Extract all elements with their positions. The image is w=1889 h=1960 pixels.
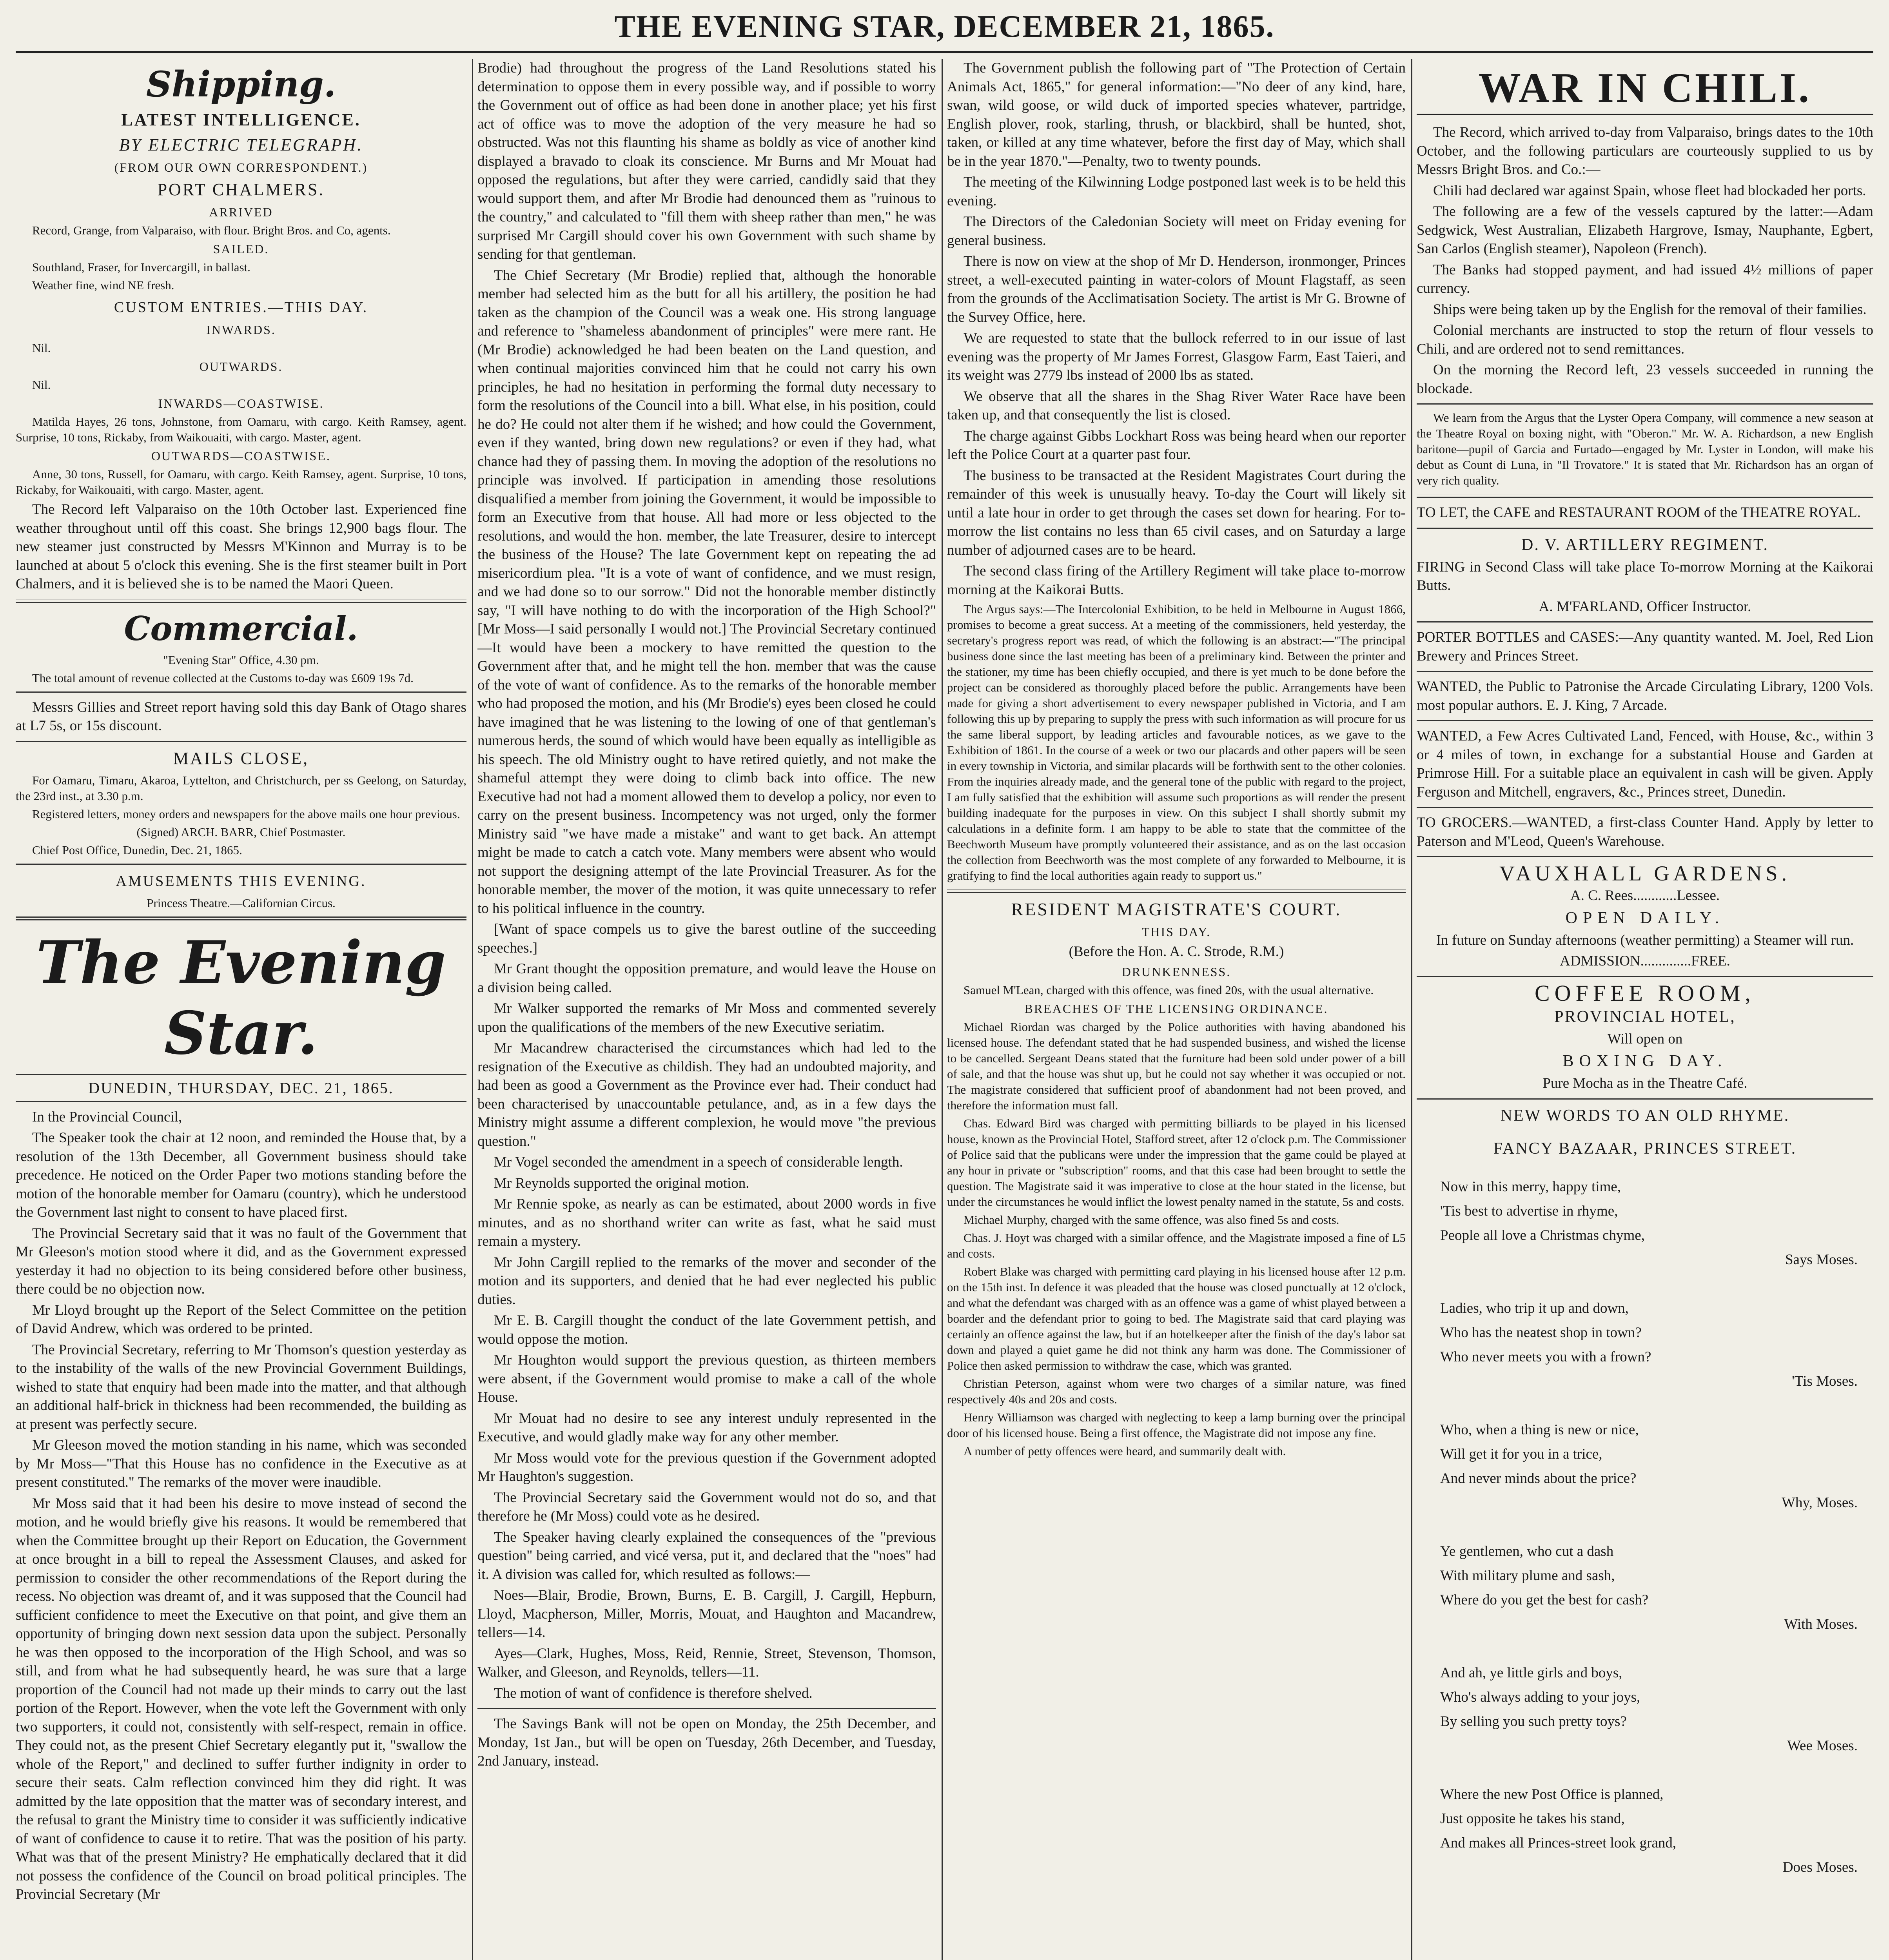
section-rule (16, 741, 466, 742)
article-paragraph: The Banks had stopped payment, and had issued 4½ millions of paper currency. (1417, 261, 1873, 296)
vauxhall-admission: ADMISSION..............FREE. (1560, 953, 1730, 969)
article-paragraph: The Speaker took the chair at 12 noon, and reminded the House that, by a resolution of the 13th December, all Government business should take precedence. He noticed on the Order Paper two motions standing before the motion of the honorable member for Oamaru (country), which he understood the Government last night to consent to have placed first. (16, 1130, 466, 1220)
amusements-text: Princess Theatre.—Californian Circus. (147, 896, 336, 910)
council-intro: In the Provincial Council, (32, 1109, 182, 1125)
section-rule (1417, 403, 1873, 405)
division-ayes: Ayes—Clark, Hughes, Moss, Reid, Rennie, Street, Stevenson, Thomson, Walker, and Gleeson, and Reynolds, tellers—11. (477, 1645, 936, 1680)
vauxhall-open: OPEN DAILY. (1565, 909, 1725, 927)
masthead-rule (16, 51, 1873, 53)
poem-line: Does Moses. (1782, 1859, 1858, 1875)
article-paragraph: Mr Walker supported the remarks of Mr Moss and commented severely upon the qualifications of the members of the new Executive seriatim. (477, 1000, 936, 1035)
outwards-coastwise-label: OUTWARDS—COASTWISE. (151, 449, 331, 463)
poem-line (1417, 1394, 1873, 1418)
inwards-text: Nil. (32, 341, 51, 355)
poem-line (1417, 1272, 1873, 1296)
advertisement-heading: D. V. ARTILLERY REGIMENT. (1521, 535, 1769, 554)
article-paragraph: Mr Vogel seconded the amendment in a speech of considerable length. (494, 1154, 903, 1170)
article-paragraph: The Argus says:—The Intercolonial Exhibition, to be held in Melbourne in August 1866, promises to become a great success. At a meeting of the commissioners, held yesterday, the secretary's progress report was read, of which the following is an abstract:—"The principal business done since the last meeting has been of a preliminary kind. Between the printer and the stationer, my time has been chiefly occupied, and there is yet much to be done before the project can be considered as thoroughly placed before the public. Arrangements have been made for giving a short advertisement to every newspaper published in Victoria, and I am following this up by preparing to supply the press with such information as will procure for us the same liberal support, by leading articles and favourable notices, as we gave to the Exhibition of 1861. In the course of a week or two our placards and other papers will be seen in every township in Victoria, and similar placards will be forthwith sent to the other colonies. From the inquiries already made, and the general tone of the public with regard to the project, I am fully satisfied that the exhibition will assume such proportions as will render the present building inadequate for the purposes in view. On this subject I shall shortly submit my calculations in a definite form. I am happy to be able to state that the committee of the Beechworth Museum have promptly volunteered their assistance, and as on the last occasion the collection from Beechworth was the most complete of any forwarded to Melbourne, it is gratifying to find the local authorities again ready to support us." (947, 602, 1406, 882)
coffee-room-heading: COFFEE ROOM, (1535, 980, 1755, 1006)
section-rule (1417, 528, 1873, 529)
article-paragraph: The Chief Secretary (Mr Brodie) replied that, although the honorable member had selected him as the butt for all his artillery, the position he had taken as the champion of the Council was a weak one. His strong language and reference to "shameless abandonment of principles" were mere rant. He (Mr Brodie) acknowledged he had been beaten on the Land question, and when continual majorities convinced him that he could not carry his own principles, he had no hesitation in performing the formal duty necessary to form the resolutions of the Council into a bill. What else, in his position, could he do? He could not alter them if he wished; and how could the Government, even if they wanted, bring down new regulations? or even if they had, what chance had they of passing them. In moving the adoption of the resolutions no principle was involved. If participation in amending those resolutions disqualified a member from joining the Government, it would be impossible to form an Executive from that house. All had more or less objected to the resolutions, and would the hon. member, the late Treasurer, desire to intercept the business of the House? The late Government kept on repeating the ad misericordium plea. "It is a vote of want of confidence, and we must resign, and we had done so to our sorrow." Did not the honorable member distinctly say, "I will have nothing to do with the incorporation of the High School?" [Mr Moss—I said personally I would not.] The Provincial Secretary continued—It would have been a mockery to have remitted the question to the Government after that, and he might tell the hon. member that was the cause of the vote of want of confidence. As to the remarks of the honorable member who had proposed the motion, and his (Mr Brodie's) eyes been closed he could have imagined that he was listening to the lowing of one of that gentleman's numerous herds, the sound of which would have been equally as intelligible as his speech. The old Ministry ought to have retired quietly, and not make the shameful attempt they were doing to climb back into office. The new Executive had not had a moment allowed them to develop a policy, nor even to carry on the present business. Incompetency was not urged, only the former Ministry said "we have made a mistake" and want to get back. An attempt might be made to catch a catch vote. Many members were absent who would not support the designing attempt of the late Provincial Treasurer. As for the honorable member, the mover of the motion, it was quite unnecessary to refer to his political influence in the country. (477, 267, 936, 916)
court-day: THIS DAY. (1141, 925, 1211, 939)
advertisement: TO GROCERS.—WANTED, a first-class Counter Hand. Apply by letter to Paterson and M'Leod, Queen's Warehouse. (1417, 815, 1873, 849)
vauxhall-lessee: A. C. Rees............Lessee. (1570, 887, 1720, 904)
own-correspondent-note: (FROM OUR OWN CORRESPONDENT.) (114, 160, 368, 174)
advertisement: FIRING in Second Class will take place To-morrow Morning at the Kaikorai Butts. (1417, 559, 1873, 593)
poem-line: Why, Moses. (1782, 1494, 1858, 1511)
poem-line: Where the new Post Office is planned, (1440, 1786, 1664, 1802)
revenue-text: The total amount of revenue collected at the Customs to-day was £609 19s 7d. (32, 671, 414, 685)
article-paragraph: The charge against Gibbs Lockhart Ross was being heard when our reporter left the Police Court at a quarter past four. (947, 428, 1406, 463)
column-1 (16, 59, 466, 1960)
article-paragraph: Chili had declared war against Spain, whose fleet had blockaded her ports. (1433, 182, 1866, 199)
article-paragraph: Mr Mouat had no desire to see any interest unduly represented in the Executive, and would gladly make way for any other member. (477, 1410, 936, 1445)
shipping-heading: Shipping. (146, 64, 336, 105)
inwards-coastwise-text: Matilda Hayes, 26 tons, Johnstone, from Oamaru, with cargo. Keith Ramsey, agent. Surprise, 10 tons, Rickaby, from Waikouaiti, with cargo. Master, agent. (16, 415, 466, 444)
section-rule (16, 599, 466, 603)
court-case: Christian Peterson, against whom were two charges of a similar nature, was fined respectively 40s and 20s and costs. (947, 1376, 1406, 1406)
poem-line: Who never meets you with a frown? (1440, 1348, 1651, 1365)
article-paragraph: There is now on view at the shop of Mr D. Henderson, ironmonger, Princes street, a well-executed painting in water-colors of Mount Flagstaff, as seen from the grounds of the Acclimatisation Society. The artist is Mr G. Browne of the Survey Office, here. (947, 253, 1406, 325)
column-divider (942, 59, 943, 1960)
fancy-bazaar: FANCY BAZAAR, PRINCES STREET. (1493, 1139, 1797, 1158)
page-masthead: THE EVENING STAR, DECEMBER 21, 1865. (614, 9, 1275, 44)
customs-heading: CUSTOM ENTRIES.—THIS DAY. (114, 299, 368, 316)
advertisement-signature: A. M'FARLAND, Officer Instructor. (1539, 598, 1751, 615)
article-paragraph: The Provincial Secretary said the Government would not do so, and that therefore he (Mr Moss) could vote as he desired. (477, 1489, 936, 1524)
vauxhall-heading: VAUXHALL GARDENS. (1499, 862, 1791, 885)
section-rule (477, 1708, 936, 1709)
office-time: "Evening Star" Office, 4.30 pm. (163, 653, 319, 667)
record-paragraph: The Record left Valparaiso on the 10th October last. Experienced fine weather throughout until off this coast. She brings 12,900 bags flour. The new steamer just constructed by Messrs M'Kinnon and Murray is to be launched at about 5 o'clock this evening. She is the first steamer built in Port Chalmers, and it is believed she is to be named the Maori Queen. (16, 501, 466, 592)
poem-line (1417, 1637, 1873, 1661)
article-paragraph: Mr Houghton would support the previous question, as thirteen members were absent, if the Government would promise to make a call of the whole House. (477, 1352, 936, 1405)
court-case: Michael Riordan was charged by the Police authorities with having abandoned his licensed house. The defendant stated that he had suspended business, and wished the license to be cancelled. Sergeant Deans stated that the furniture had been sold under power of a bill of sale, and that the house was shut up, but he could not say whether it was occupied or not. The magistrate considered that sufficient proof of abandonment had not been proved, and therefore the information must fall. (947, 1020, 1406, 1112)
section-rule (1417, 807, 1873, 808)
article-paragraph: The meeting of the Kilwinning Lodge postponed last week is to be held this evening. (947, 174, 1406, 209)
telegraph-subheading: BY ELECTRIC TELEGRAPH. (119, 135, 363, 154)
article-paragraph: Mr Grant thought the opposition premature, and would leave the House on a division being called. (477, 961, 936, 996)
court-case: Henry Williamson was charged with neglecting to keep a lamp burning over the principal door of his licensed house. Being a first offence, the Magistrate did not impose any fine. (947, 1410, 1406, 1440)
article-paragraph: The second class firing of the Artillery Regiment will take place to-morrow morning at the Kaikorai Butts. (947, 563, 1406, 598)
article-paragraph: The Provincial Secretary, referring to Mr Thomson's question yesterday as to the instability of the walls of the new Provincial Government Buildings, wished to state that enquiry had been made into the matter, and that although an additional half-brick in thickness had been recommended, the building as at present was perfectly secure. (16, 1341, 466, 1432)
section-rule (16, 916, 466, 920)
article-paragraph: Mr Moss said that it had been his desire to move instead of second the motion, and he would briefly give his reasons. It would be remembered that when the Committee brought up their Report on Education, the Government at once brought in a bill to repeal the Assessment Clauses, and asked for permission to consider the other recommendations of the Report during the recess. No objection was dreamt of, and it was supposed that the Council had sufficient confidence to meet the Executive on that point, and give them an opportunity of bringing down next session data upon the subject. Personally he was then opposed to the incorporation of the High School, and was so still, and from what he had subsequently heard, he was sure that a large proportion of the Council had not made up their minds to carry out the last portion of the Report. However, when the vote left the Government with only two supporters, it could not, consistently with self-respect, remain in office. They could not, as the present Chief Secretary elegantly put it, "swallow the whole of the Report," and declined to suffer further indignity in order to secure their seats. Calm reflection convinced him they did right. It was admitted by the late opposition that the matter was of secondary interest, and the refusal to grant the Ministry time to consider it was sufficiently indicative of want of confidence to cause it to retire. That was the position of his party. What was that of the present Ministry? He emphatically declared that it did not possess the confidence of the Council on broad political principles. The Provincial Secretary (Mr (16, 1495, 466, 1902)
poem-line: Now in this merry, happy time, (1440, 1178, 1621, 1195)
court-case: Chas. J. Hoyt was charged with a similar offence, and the Magistrate imposed a fine of L5 and costs. (947, 1230, 1406, 1260)
poem-line: Will get it for you in a trice, (1440, 1446, 1602, 1462)
outwards-label: OUTWARDS. (199, 359, 283, 374)
poem-line (1417, 1758, 1873, 1782)
poem-line: Just opposite he takes his stand, (1440, 1810, 1625, 1827)
article-paragraph: The Record, which arrived to-day from Valparaiso, brings dates to the 10th October, and the following particulars are courteously supplied to us by Messrs Bright Bros. and Co.:— (1417, 124, 1873, 178)
court-magistrate: (Before the Hon. A. C. Strode, R.M.) (1069, 944, 1284, 960)
weather-text: Weather fine, wind NE fresh. (32, 278, 174, 292)
article-paragraph: The business to be transacted at the Resident Magistrates Court during the remainder of this week is unusually heavy. To-day the Court will likely sit until a late hour in order to get through the cases set down for hearing. For to-morrow the list contains no less than 65 civil cases, and on Saturday a large number of adjourned cases are to be heard. (947, 467, 1406, 558)
article-paragraph: Mr Lloyd brought up the Report of the Select Committee on the petition of David Andrew, which was ordered to be printed. (16, 1302, 466, 1337)
poem-line: Where do you get the best for cash? (1440, 1592, 1649, 1608)
chief-post-office: Chief Post Office, Dunedin, Dec. 21, 1865. (32, 843, 242, 857)
article-paragraph: Ships were being taken up by the English for the removal of their families. (1433, 301, 1867, 318)
registered-text: Registered letters, money orders and newspapers for the above mails one hour previous. (32, 807, 460, 821)
poem-line: And never minds about the price? (1440, 1470, 1637, 1486)
poem-line: 'Tis Moses. (1792, 1373, 1858, 1389)
rhyme-heading: NEW WORDS TO AN OLD RHYME. (1500, 1106, 1790, 1125)
article-paragraph: The following are a few of the vessels captured by the latter:—Adam Sedgwick, West Australian, Elizabeth Hargrove, Ismay, Nauphante, Egbert, San Carlos (English steamer), Napoleon (French). (1417, 203, 1873, 257)
section-rule (1417, 976, 1873, 977)
article-paragraph: Mr Reynolds supported the original motion. (494, 1175, 749, 1191)
drunkenness-heading: DRUNKENNESS. (1121, 964, 1231, 979)
section-rule (947, 889, 1406, 893)
postmaster-signature: (Signed) ARCH. BARR, Chief Postmaster. (136, 825, 346, 839)
inwards-coastwise-label: INWARDS—COASTWISE. (158, 396, 324, 410)
article-paragraph: We are requested to state that the bullock referred to in our issue of last evening was the property of Mr James Forrest, Glasgow Farm, East Taieri, and its weight was 2779 lbs instead of 2000 lbs as stated. (947, 330, 1406, 383)
court-case: Michael Murphy, charged with the same offence, was also fined 5s and costs. (964, 1212, 1339, 1227)
article-paragraph: We learn from the Argus that the Lyster Opera Company, will commence a new season at the Theatre Royal on boxing night, with "Oberon." Mr. W. A. Richardson, a new English baritone—pupil of Garcia and Furtado—engaged by Mr. Lyster in London, will make his debut as Count di Luna, in "Il Trovatore." It is stated that Mr. Richardson has an organ of very rich quality. (1417, 411, 1873, 487)
poem-line: Ye gentlemen, who cut a dash (1440, 1543, 1614, 1559)
outwards-coastwise-text: Anne, 30 tons, Russell, for Oamaru, with cargo. Keith Ramsey, agent. Surprise, 10 tons, Rickaby, for Waikouaiti, with cargo. Master, agent. (16, 467, 466, 497)
poem-line: Who's always adding to your joys, (1440, 1689, 1640, 1705)
provincial-hotel: PROVINCIAL HOTEL, (1554, 1007, 1736, 1026)
poem-line: People all love a Christmas chyme, (1440, 1227, 1645, 1243)
advertisement: PORTER BOTTLES and CASES:—Any quantity wanted. M. Joel, Red Lion Brewery and Princes Street. (1417, 629, 1873, 664)
poem-line: Wee Moses. (1787, 1737, 1858, 1754)
mails-text: For Oamaru, Timaru, Akaroa, Lyttelton, and Christchurch, per ss Geelong, on Saturday, the 23rd inst., at 3.30 p.m. (16, 773, 466, 803)
dateline: DUNEDIN, THURSDAY, DEC. 21, 1865. (16, 1074, 466, 1102)
court-heading: RESIDENT MAGISTRATE'S COURT. (1011, 899, 1342, 919)
court-case: Robert Blake was charged with permitting card playing in his licensed house after 12 p.m. on the 15th inst. In defence it was pleaded that the house was closed punctually at 12 o'clock, and what the defendant was charged with as an offence was a game of whist played between a boarder and the defendant prior to going to bed. The Magistrate said that card playing was certainly an offence against the law, but if an hotelkeeper after the finish of the day's labor sat down and played a quiet game he did not think any harm was done. The Commissioner of Police then asked permission to withdraw the case, which was granted. (947, 1264, 1406, 1372)
boxing-day: BOXING DAY. (1562, 1052, 1728, 1070)
court-case: A number of petty offences were heard, and summarily dealt with. (964, 1444, 1286, 1458)
mails-heading: MAILS CLOSE, (173, 748, 309, 768)
outwards-text: Nil. (32, 378, 51, 392)
poem-line: And makes all Princes-street look grand, (1440, 1835, 1677, 1851)
arrived-label: ARRIVED (209, 205, 273, 219)
gillies-text: Messrs Gillies and Street report having sold this day Bank of Otago shares at L7 5s, or 15s discount. (16, 699, 466, 734)
article-paragraph: The Government publish the following part of "The Protection of Certain Animals Act, 1865," for general information:—"No deer of any kind, hare, swan, wild goose, or wild duck of imported species whatever, partridge, English plover, rook, starling, thrush, or blackbird, shall be hunted, shot, taken, or killed at any time whatever, before the first day of May, which shall be in the year 1870."—Penalty, two to twenty pounds. (947, 60, 1406, 169)
amusements-heading: AMUSEMENTS THIS EVENING. (116, 873, 367, 889)
section-rule (16, 691, 466, 693)
moses-poem (1417, 1175, 1873, 1880)
section-rule (16, 864, 466, 865)
section-rule (1417, 671, 1873, 672)
article-paragraph: On the morning the Record left, 23 vessels succeeded in running the blockade. (1417, 362, 1873, 397)
column-divider (1411, 59, 1412, 1960)
war-in-chili-heading: WAR IN CHILI. (1417, 63, 1873, 115)
article-paragraph: Mr E. B. Cargill thought the conduct of the late Government pettish, and would oppose the motion. (477, 1312, 936, 1347)
article-paragraph: [Want of space compels us to give the barest outline of the succeeding speeches.] (477, 921, 936, 956)
poem-line: With Moses. (1784, 1616, 1858, 1632)
arrived-text: Record, Grange, from Valparaiso, with flour. Bright Bros. and Co, agents. (32, 223, 391, 237)
article-paragraph: The Speaker having clearly explained the consequences of the "previous question" being carried, and vicé versa, put it, and declared that the "noes" had it. A division was called for, which resulted as follows:— (477, 1529, 936, 1583)
evening-star-title: The Evening Star. (36, 928, 446, 1068)
pure-mocha: Pure Mocha as in the Theatre Café. (1542, 1075, 1747, 1091)
poem-line: By selling you such pretty toys? (1440, 1713, 1627, 1730)
article-paragraph: Mr Macandrew characterised the circumstances which had led to the resignation of the Executive as childish. They had an undoubted majority, and had been as good a Government as the Province ever had. Their conduct had been characterised by unaccountable petulance, and, as in a few days the Ministry might assume a different complexion, he would move "the previous question." (477, 1040, 936, 1149)
article-paragraph: The motion of want of confidence is therefore shelved. (494, 1685, 813, 1701)
sailed-text: Southland, Fraser, for Invercargill, in ballast. (32, 260, 250, 274)
court-case: Chas. Edward Bird was charged with permitting billiards to be played in his licensed house, known as the Provincial Hotel, Stafford street, after 12 o'clock p.m. The Commissioner of Police said that the publicans were under the impression that the game could be played at any hour in private or "subscription" rooms, and that this case had been brought to settle the question. The Magistrate said it was imperative to close at the hour stated in the license, but under the circumstances he would inflict the lowest penalty named in the statute, 5s and costs. (947, 1116, 1406, 1209)
article-paragraph: Colonial merchants are instructed to stop the return of flour vessels to Chili, and are ordered not to send remittances. (1417, 322, 1873, 357)
article-paragraph: Mr Gleeson moved the motion standing in his name, which was seconded by Mr Moss—"That this House has no confidence in the Executive as at present constituted." The remarks of the mover were inaudible. (16, 1437, 466, 1490)
advertisement: TO LET, the CAFE and RESTAURANT ROOM of the THEATRE ROYAL. (1417, 505, 1861, 521)
licensing-heading: BREACHES OF THE LICENSING ORDINANCE. (1024, 1001, 1328, 1016)
vauxhall-sunday: In future on Sunday afternoons (weather permitting) a Steamer will run. (1436, 932, 1854, 948)
advertisement: WANTED, the Public to Patronise the Arcade Circulating Library, 1200 Vols. most popular authors. E. J. King, 7 Arcade. (1417, 679, 1873, 713)
article-paragraph: Mr Moss would vote for the previous question if the Government adopted Mr Haughton's suggestion. (477, 1450, 936, 1485)
column-divider (472, 59, 473, 1960)
section-rule (1417, 856, 1873, 857)
article-paragraph: The Directors of the Caledonian Society will meet on Friday evening for general business. (947, 214, 1406, 249)
inwards-label: INWARDS. (206, 323, 276, 337)
article-paragraph: Brodie) had throughout the progress of the Land Resolutions stated his determination to oppose them in every possible way, and if possible to worry the Government out of office as had been done in another place; yet his first act of office was to move the adoption of the very measure he had so obstructed. Was not this flaunting his shame as boldly as vice of another kind displayed a bravado to cloak its conscience. Mr Burns and Mr Mouat had opposed the regulations, but after they were carried, candidly said that they would support them, and after Mr Brodie had denounced them as "ruinous to the country," and calculated to "fill them with sheep rather than men," he was surprised Mr Cargill should cover his own Government with such shame by sending for that gentleman. (477, 60, 936, 262)
article-paragraph: We observe that all the shares in the Shag River Water Race have been taken up, and that consequently the list is closed. (947, 388, 1406, 423)
port-heading: PORT CHALMERS. (157, 180, 325, 199)
poem-line (1417, 1515, 1873, 1539)
commercial-heading: Commercial. (124, 609, 358, 648)
column-3 (947, 59, 1406, 1960)
section-rule (1417, 720, 1873, 721)
poem-line: Ladies, who trip it up and down, (1440, 1300, 1629, 1316)
poem-line: And ah, ye little girls and boys, (1440, 1664, 1622, 1681)
poem-line: 'Tis best to advertise in rhyme, (1440, 1203, 1618, 1219)
latest-intelligence-heading: LATEST INTELLIGENCE. (121, 110, 361, 129)
column-2 (477, 59, 936, 1960)
court-case: Samuel M'Lean, charged with this offence, was fined 20s, with the usual alternative. (964, 983, 1374, 997)
article-paragraph: Mr Rennie spoke, as nearly as can be estimated, about 2000 words in five minutes, and as no shorthand writer can write as fast, what he said must remain a mystery. (477, 1196, 936, 1249)
savings-bank-notice: The Savings Bank will not be open on Monday, the 25th December, and Monday, 1st Jan., but will be open on Tuesday, 26th December, and Tuesday, 2nd January, instead. (477, 1716, 936, 1769)
poem-line: Who has the neatest shop in town? (1440, 1324, 1642, 1341)
coffee-open: Will open on (1607, 1031, 1683, 1047)
article-paragraph: The Provincial Secretary said that it was no fault of the Government that Mr Gleeson's motion stood where it did, and as the Government expressed yesterday it had no objection to its being considered before other business, there could be no objection now. (16, 1225, 466, 1297)
section-rule (1417, 621, 1873, 622)
section-rule (1417, 494, 1873, 498)
division-noes: Noes—Blair, Brodie, Brown, Burns, E. B. Cargill, J. Cargill, Hepburn, Lloyd, Macpherson, Miller, Morris, Mouat, and Haughton and Macandrew, tellers—14. (477, 1587, 936, 1641)
poem-line: Who, when a thing is new or nice, (1440, 1421, 1639, 1438)
column-4 (1417, 59, 1873, 1960)
article-paragraph: Mr John Cargill replied to the remarks of the mover and seconder of the motion and its supporters, and denied that he had ever neglected his public duties. (477, 1254, 936, 1308)
sailed-label: SAILED. (213, 242, 269, 256)
advertisement: WANTED, a Few Acres Cultivated Land, Fenced, with House, &c., within 3 or 4 miles of town, in exchange for a substantial House and Garden at Primrose Hill. For a suitable place an equivalent in cash will be given. Apply Ferguson and Mitchell, engravers, &c., Princes street, Dunedin. (1417, 728, 1873, 800)
section-rule (1417, 1098, 1873, 1100)
poem-line: With military plume and sash, (1440, 1567, 1615, 1584)
poem-line: Says Moses. (1785, 1251, 1858, 1268)
